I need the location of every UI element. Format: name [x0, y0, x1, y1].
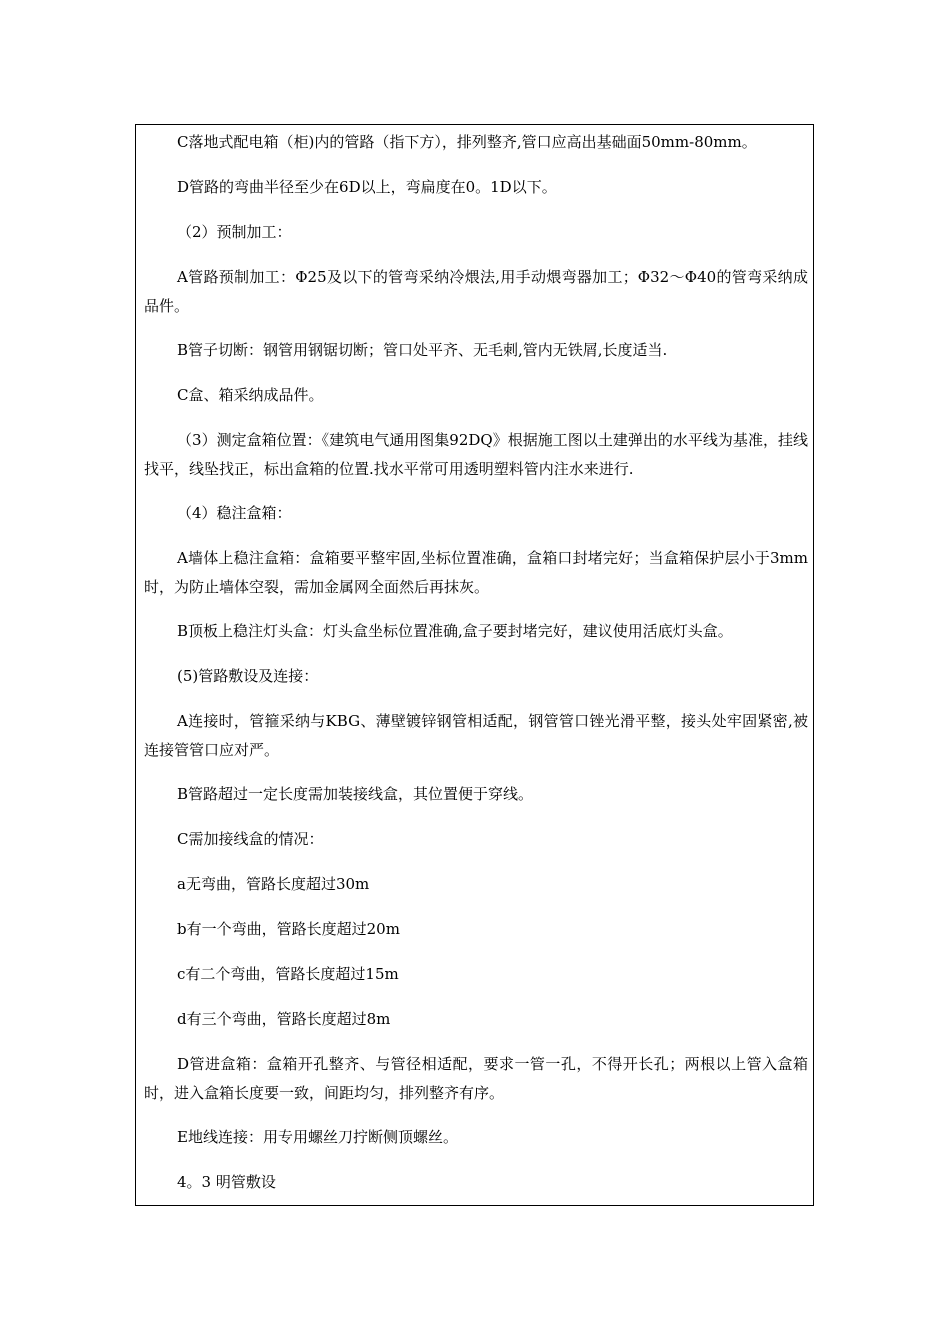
paragraph-3: （2）预制加工： [177, 223, 292, 241]
paragraph-4: A管路预制加工：Φ25及以下的管弯采纳冷煨法,用手动煨弯器加工；Φ32～Φ40的管弯采纳成品件。 [144, 268, 808, 315]
paragraph-5: B管子切断：钢管用钢锯切断；管口处平齐、无毛刺,管内无铁屑,长度适当. [177, 341, 668, 359]
paragraph-8: （4）稳注盒箱： [177, 504, 292, 522]
paragraph-12: A连接时，管箍采纳与KBG、薄壁镀锌钢管相适配，钢管管口锉光滑平整，接头处牢固紧密,被连接管管口应对严。 [144, 712, 808, 759]
paragraph-21: 4。3 明管敷设 [177, 1173, 276, 1191]
paragraph-11: (5)管路敷设及连接： [177, 667, 319, 685]
paragraph-10: B顶板上稳注灯头盒：灯头盒坐标位置准确,盒子要封堵完好，建议使用活底灯头盒。 [177, 622, 733, 640]
paragraph-17: c有二个弯曲，管路长度超过15m [177, 965, 399, 983]
paragraph-2: D管路的弯曲半径至少在6D以上，弯扁度在0。1D以下。 [177, 178, 557, 196]
paragraph-15: a无弯曲，管路长度超过30m [177, 875, 370, 893]
paragraph-19: D管进盒箱：盒箱开孔整齐、与管径相适配，要求一管一孔，不得开长孔；两根以上管入盒箱时，进入盒箱长度要一致，间距均匀，排列整齐有序。 [144, 1055, 808, 1102]
paragraph-18: d有三个弯曲，管路长度超过8m [177, 1010, 391, 1028]
document-frame [135, 124, 814, 1206]
paragraph-1: C落地式配电箱（柜)内的管路（指下方），排列整齐,管口应高出基础面50mm-80mm。 [177, 133, 757, 151]
paragraph-16: b有一个弯曲，管路长度超过20m [177, 920, 400, 938]
paragraph-6: C盒、箱采纳成品件。 [177, 386, 324, 404]
paragraph-13: B管路超过一定长度需加装接线盒，其位置便于穿线。 [177, 785, 534, 803]
paragraph-9: A墙体上稳注盒箱：盒箱要平整牢固,坐标位置准确，盒箱口封堵完好；当盒箱保护层小于3mm时，为防止墙体空裂，需加金属网全面然后再抹灰。 [144, 549, 808, 596]
paragraph-20: E地线连接：用专用螺丝刀拧断侧顶螺丝。 [177, 1128, 458, 1146]
paragraph-7: （3）测定盒箱位置：《建筑电气通用图集92DQ》根据施工图以土建弹出的水平线为基准，挂线找平，线坠找正，标出盒箱的位置.找水平常可用透明塑料管内注水来进行. [144, 431, 808, 478]
paragraph-14: C需加接线盒的情况： [177, 830, 324, 848]
